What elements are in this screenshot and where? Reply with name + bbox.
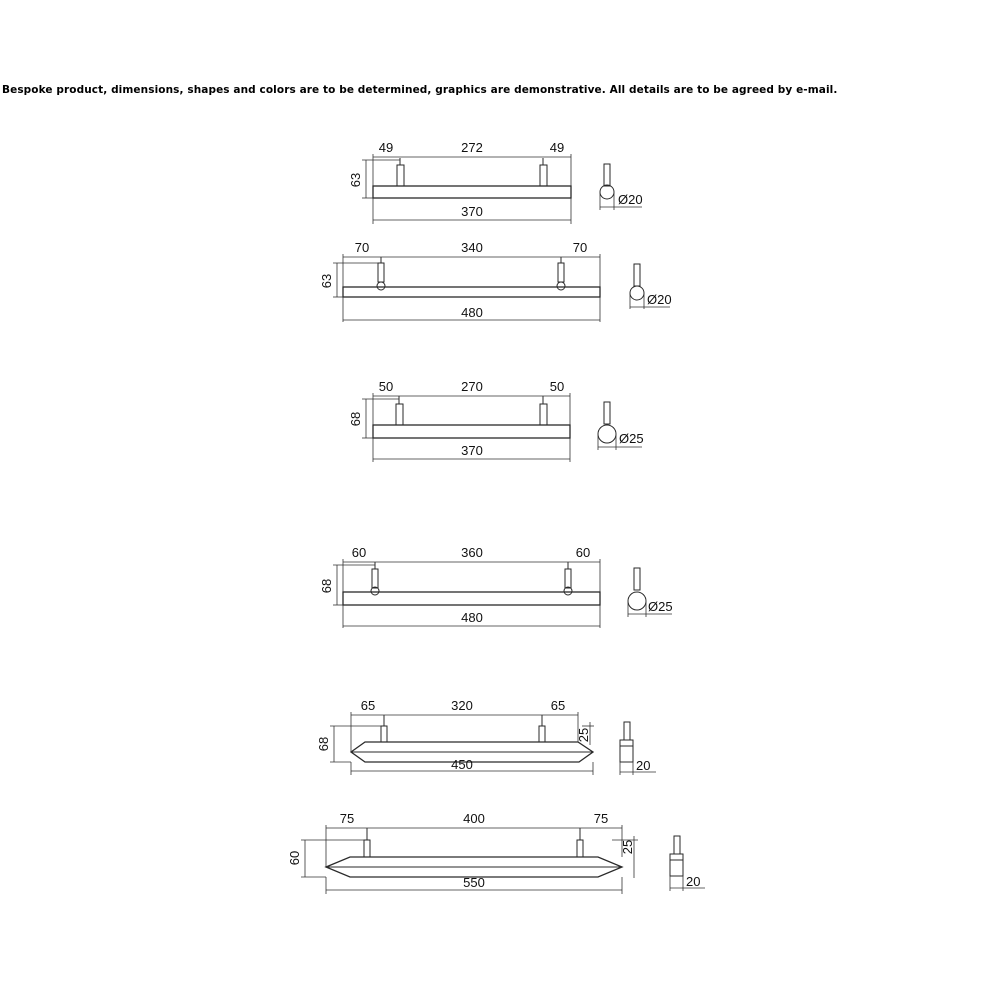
handle-4-side-leg (634, 568, 640, 590)
handle-6-depth: 25 (620, 839, 635, 855)
handle-4-leg-right (565, 569, 571, 588)
handle-2-center-distance: 340 (461, 240, 483, 255)
handle-4-left-offset: 60 (351, 545, 367, 560)
handle-3-leg-right (540, 404, 547, 425)
handle-4-right-offset: 60 (575, 545, 591, 560)
handle-3-right-offset: 50 (549, 379, 565, 394)
handle-3-left-offset: 50 (378, 379, 394, 394)
handle-drawing-4 (319, 545, 673, 628)
handle-6-right-offset: 75 (593, 811, 609, 826)
handle-1-length: 370 (461, 204, 483, 219)
handle-3-height: 68 (348, 411, 363, 427)
handle-1-left-offset: 49 (378, 140, 394, 155)
handle-drawing-5 (316, 698, 656, 775)
handle-3-center-distance: 270 (461, 379, 483, 394)
handle-3-bar (373, 425, 570, 438)
handle-2-leg-left (378, 263, 384, 282)
handle-5-side-leg (624, 722, 630, 740)
handle-4-side-profile (628, 592, 646, 610)
handle-6-length: 550 (463, 875, 485, 890)
handle-1-side-leg (604, 164, 610, 186)
handle-1-center-distance: 272 (461, 140, 483, 155)
handle-2-side-diameter: Ø20 (647, 292, 672, 307)
handle-3-side-profile (598, 425, 616, 443)
handle-5-right-offset: 65 (550, 698, 566, 713)
handle-4-side-diameter: Ø25 (648, 599, 673, 614)
handle-1-leg-right (540, 165, 547, 186)
handle-5-leg-right (539, 726, 545, 742)
handle-5-side-profile (620, 740, 633, 762)
handle-drawing-6 (287, 811, 705, 894)
handle-5-height: 68 (316, 736, 331, 752)
handle-6-height: 60 (287, 850, 302, 866)
handle-2-length: 480 (461, 305, 483, 320)
handle-5-left-offset: 65 (360, 698, 376, 713)
handle-6-side-profile (670, 854, 683, 876)
handle-6-leg-left (364, 840, 370, 857)
handle-drawing-2 (319, 240, 672, 322)
handle-5-depth: 25 (576, 727, 591, 743)
handle-drawing-3 (348, 379, 644, 462)
handle-drawing-1 (348, 140, 643, 224)
handle-2-height: 63 (319, 273, 334, 289)
handle-2-side-leg (634, 264, 640, 286)
handle-6-side-width: 20 (686, 874, 701, 889)
handle-3-length: 370 (461, 443, 483, 458)
handle-2-side-profile (630, 286, 644, 300)
handle-2-left-offset: 70 (354, 240, 370, 255)
handle-6-side-leg (674, 836, 680, 854)
handle-5-length: 450 (451, 757, 473, 772)
handle-5-side-width: 20 (636, 758, 651, 773)
handle-6-left-offset: 75 (339, 811, 355, 826)
handle-2-bar (343, 287, 600, 297)
handle-4-height: 68 (319, 578, 334, 594)
handle-1-height: 63 (348, 172, 363, 188)
handle-4-leg-left (372, 569, 378, 588)
handle-2-leg-right (558, 263, 564, 282)
handle-4-bar (343, 592, 600, 605)
handle-3-leg-left (396, 404, 403, 425)
notice-text: Bespoke product, dimensions, shapes and colors are to be determined, graphics are demonstrative. All details are to be agreed by e-mail. (2, 84, 838, 96)
handle-1-side-diameter: Ø20 (618, 192, 643, 207)
handle-3-side-leg (604, 402, 610, 424)
handle-4-length: 480 (461, 610, 483, 625)
handle-1-right-offset: 49 (549, 140, 565, 155)
handle-1-side-profile (600, 185, 614, 199)
handle-4-center-distance: 360 (461, 545, 483, 560)
handle-3-side-diameter: Ø25 (619, 431, 644, 446)
handle-1-bar (373, 186, 571, 198)
handle-6-leg-right (577, 840, 583, 857)
handle-5-leg-left (381, 726, 387, 742)
handle-2-right-offset: 70 (572, 240, 588, 255)
handle-6-center-distance: 400 (463, 811, 485, 826)
handle-5-center-distance: 320 (451, 698, 473, 713)
handle-1-leg-left (397, 165, 404, 186)
